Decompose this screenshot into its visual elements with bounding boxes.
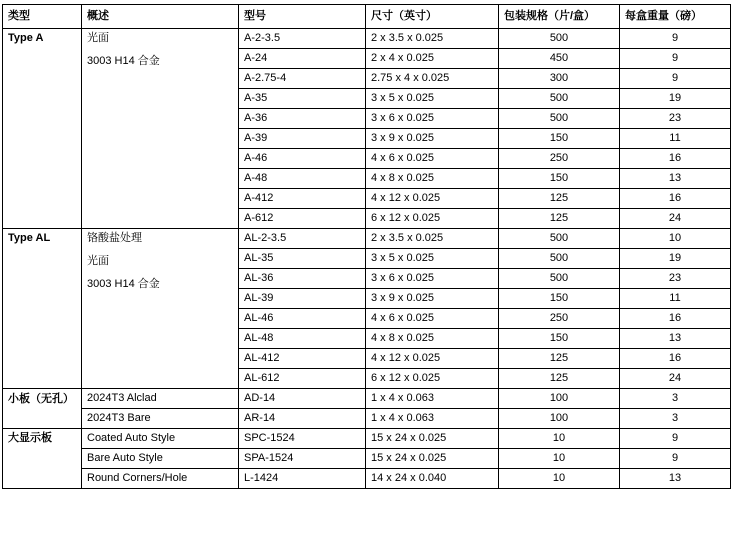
cell-pack: 100 — [499, 409, 620, 429]
cell-pack: 150 — [499, 289, 620, 309]
cell-size: 15 x 24 x 0.025 — [366, 449, 499, 469]
cell-type: 小板（无孔） — [3, 389, 82, 429]
cell-pack: 10 — [499, 429, 620, 449]
cell-model: L-1424 — [239, 469, 366, 489]
description-line: 光面 — [87, 255, 109, 267]
cell-description: Bare Auto Style — [82, 449, 239, 469]
cell-pack: 500 — [499, 269, 620, 289]
cell-weight: 9 — [620, 449, 731, 469]
cell-weight: 9 — [620, 29, 731, 49]
description-line: 3003 H14 合金 — [87, 55, 160, 67]
cell-model: AL-39 — [239, 289, 366, 309]
cell-model: A-412 — [239, 189, 366, 209]
cell-size: 2 x 3.5 x 0.025 — [366, 29, 499, 49]
cell-model: AL-48 — [239, 329, 366, 349]
cell-model: A-46 — [239, 149, 366, 169]
cell-size: 3 x 6 x 0.025 — [366, 269, 499, 289]
cell-size: 6 x 12 x 0.025 — [366, 209, 499, 229]
cell-pack: 150 — [499, 129, 620, 149]
cell-model: SPC-1524 — [239, 429, 366, 449]
cell-model: AL-35 — [239, 249, 366, 269]
cell-weight: 16 — [620, 349, 731, 369]
cell-weight: 9 — [620, 429, 731, 449]
table-body — [3, 29, 731, 489]
description-line: 铬酸盐处理 — [87, 232, 142, 244]
cell-description: Round Corners/Hole — [82, 469, 239, 489]
column-header-type: 类型 — [3, 5, 82, 29]
cell-pack: 125 — [499, 189, 620, 209]
cell-weight: 3 — [620, 389, 731, 409]
cell-weight: 19 — [620, 249, 731, 269]
cell-pack: 150 — [499, 329, 620, 349]
cell-size: 4 x 8 x 0.025 — [366, 169, 499, 189]
cell-size: 4 x 6 x 0.025 — [366, 149, 499, 169]
cell-model: A-2.75-4 — [239, 69, 366, 89]
cell-size: 3 x 9 x 0.025 — [366, 129, 499, 149]
cell-pack: 500 — [499, 89, 620, 109]
cell-pack: 125 — [499, 349, 620, 369]
cell-weight: 16 — [620, 309, 731, 329]
cell-model: AD-14 — [239, 389, 366, 409]
cell-description — [82, 229, 239, 389]
cell-weight: 23 — [620, 109, 731, 129]
cell-model: SPA-1524 — [239, 449, 366, 469]
cell-size: 15 x 24 x 0.025 — [366, 429, 499, 449]
cell-weight: 23 — [620, 269, 731, 289]
table-row — [3, 389, 731, 409]
cell-type: Type AL — [3, 229, 82, 389]
cell-size: 1 x 4 x 0.063 — [366, 389, 499, 409]
cell-type: Type A — [3, 29, 82, 229]
cell-weight: 9 — [620, 49, 731, 69]
cell-weight: 11 — [620, 129, 731, 149]
table-row — [3, 409, 731, 429]
cell-type: 大显示板 — [3, 429, 82, 489]
column-header-description: 概述 — [82, 5, 239, 29]
column-header-pack: 包装规格（片/盒） — [499, 5, 620, 29]
cell-pack: 100 — [499, 389, 620, 409]
cell-model: A-612 — [239, 209, 366, 229]
cell-model: AL-412 — [239, 349, 366, 369]
column-header-size: 尺寸（英寸） — [366, 5, 499, 29]
description-line: 3003 H14 合金 — [87, 278, 160, 290]
cell-pack: 10 — [499, 469, 620, 489]
cell-weight: 13 — [620, 469, 731, 489]
cell-weight: 13 — [620, 329, 731, 349]
cell-weight: 24 — [620, 369, 731, 389]
cell-pack: 300 — [499, 69, 620, 89]
product-spec-table — [2, 4, 731, 489]
cell-description: Coated Auto Style — [82, 429, 239, 449]
cell-size: 6 x 12 x 0.025 — [366, 369, 499, 389]
cell-size: 3 x 6 x 0.025 — [366, 109, 499, 129]
cell-weight: 11 — [620, 289, 731, 309]
cell-size: 1 x 4 x 0.063 — [366, 409, 499, 429]
cell-size: 4 x 6 x 0.025 — [366, 309, 499, 329]
cell-model: A-2-3.5 — [239, 29, 366, 49]
cell-weight: 13 — [620, 169, 731, 189]
cell-model: AL-2-3.5 — [239, 229, 366, 249]
cell-pack: 125 — [499, 209, 620, 229]
cell-size: 2.75 x 4 x 0.025 — [366, 69, 499, 89]
document-page — [0, 4, 702, 540]
table-row — [3, 229, 731, 249]
cell-model: A-36 — [239, 109, 366, 129]
cell-weight: 3 — [620, 409, 731, 429]
cell-model: A-48 — [239, 169, 366, 189]
cell-pack: 150 — [499, 169, 620, 189]
cell-model: A-35 — [239, 89, 366, 109]
cell-size: 4 x 12 x 0.025 — [366, 349, 499, 369]
cell-model: A-24 — [239, 49, 366, 69]
cell-model: A-39 — [239, 129, 366, 149]
cell-weight: 9 — [620, 69, 731, 89]
cell-weight: 16 — [620, 189, 731, 209]
cell-size: 4 x 12 x 0.025 — [366, 189, 499, 209]
cell-description: 2024T3 Alclad — [82, 389, 239, 409]
cell-size: 3 x 9 x 0.025 — [366, 289, 499, 309]
table-row — [3, 449, 731, 469]
cell-pack: 500 — [499, 249, 620, 269]
cell-description — [82, 29, 239, 229]
cell-model: AL-612 — [239, 369, 366, 389]
cell-size: 14 x 24 x 0.040 — [366, 469, 499, 489]
cell-model: AL-46 — [239, 309, 366, 329]
cell-weight: 16 — [620, 149, 731, 169]
table-header-row — [3, 5, 731, 29]
cell-weight: 10 — [620, 229, 731, 249]
cell-size: 4 x 8 x 0.025 — [366, 329, 499, 349]
cell-pack: 10 — [499, 449, 620, 469]
cell-weight: 24 — [620, 209, 731, 229]
cell-pack: 500 — [499, 229, 620, 249]
description-line: 光面 — [87, 32, 109, 44]
column-header-weight: 每盒重量（磅） — [620, 5, 731, 29]
column-header-model: 型号 — [239, 5, 366, 29]
cell-model: AL-36 — [239, 269, 366, 289]
cell-size: 3 x 5 x 0.025 — [366, 249, 499, 269]
cell-pack: 250 — [499, 309, 620, 329]
cell-description: 2024T3 Bare — [82, 409, 239, 429]
table-row — [3, 469, 731, 489]
cell-pack: 500 — [499, 29, 620, 49]
cell-pack: 125 — [499, 369, 620, 389]
cell-pack: 450 — [499, 49, 620, 69]
table-row — [3, 29, 731, 49]
cell-size: 3 x 5 x 0.025 — [366, 89, 499, 109]
cell-model: AR-14 — [239, 409, 366, 429]
cell-size: 2 x 3.5 x 0.025 — [366, 229, 499, 249]
table-header — [3, 5, 731, 29]
cell-size: 2 x 4 x 0.025 — [366, 49, 499, 69]
cell-pack: 250 — [499, 149, 620, 169]
table-row — [3, 429, 731, 449]
cell-pack: 500 — [499, 109, 620, 129]
cell-weight: 19 — [620, 89, 731, 109]
